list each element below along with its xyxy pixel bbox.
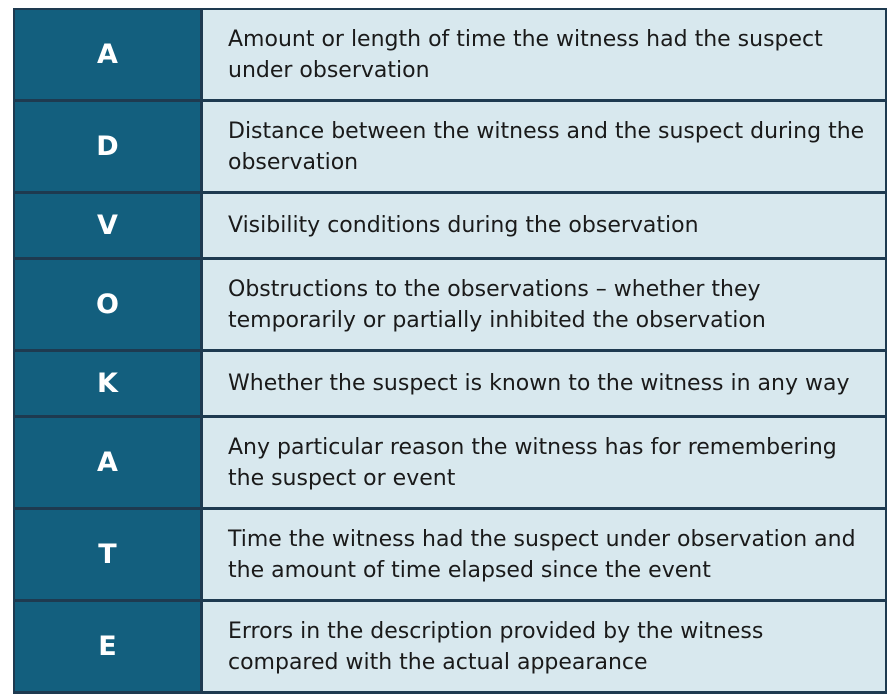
description-cell (203, 418, 885, 507)
description-text: Errors in the description provided by the witness compared with the actual appearance (228, 618, 764, 675)
letter-cell: A (15, 418, 200, 507)
letter-cell: E (15, 602, 200, 691)
description-cell (203, 260, 885, 349)
table-row (15, 102, 885, 191)
description-text: Amount or length of time the witness had the suspect under observation (228, 26, 823, 83)
description-text: Any particular reason the witness has for remembering the suspect or event (228, 434, 837, 491)
table-row (15, 10, 885, 99)
table-row (15, 194, 885, 257)
description-cell (203, 510, 885, 599)
description-cell (203, 10, 885, 99)
description-cell (203, 602, 885, 691)
letter-cell: O (15, 260, 200, 349)
table-row (15, 418, 885, 507)
table-row (15, 602, 885, 691)
table-row (15, 260, 885, 349)
description-text: Time the witness had the suspect under observation and the amount of time elapsed since the event (228, 526, 856, 583)
letter-cell: D (15, 102, 200, 191)
letter-cell: K (15, 352, 200, 415)
description-cell (203, 352, 885, 415)
description-text: Distance between the witness and the suspect during the observation (228, 118, 865, 175)
description-cell (203, 194, 885, 257)
advokate-table (13, 8, 887, 694)
description-text: Obstructions to the observations – whether they temporarily or partially inhibited the observation (228, 276, 766, 333)
description-cell (203, 102, 885, 191)
description-text: Whether the suspect is known to the witness in any way (228, 371, 850, 396)
letter-cell: A (15, 10, 200, 99)
table-row (15, 352, 885, 415)
letter-cell: V (15, 194, 200, 257)
description-text: Visibility conditions during the observation (228, 213, 699, 238)
letter-cell: T (15, 510, 200, 599)
table-row (15, 510, 885, 599)
